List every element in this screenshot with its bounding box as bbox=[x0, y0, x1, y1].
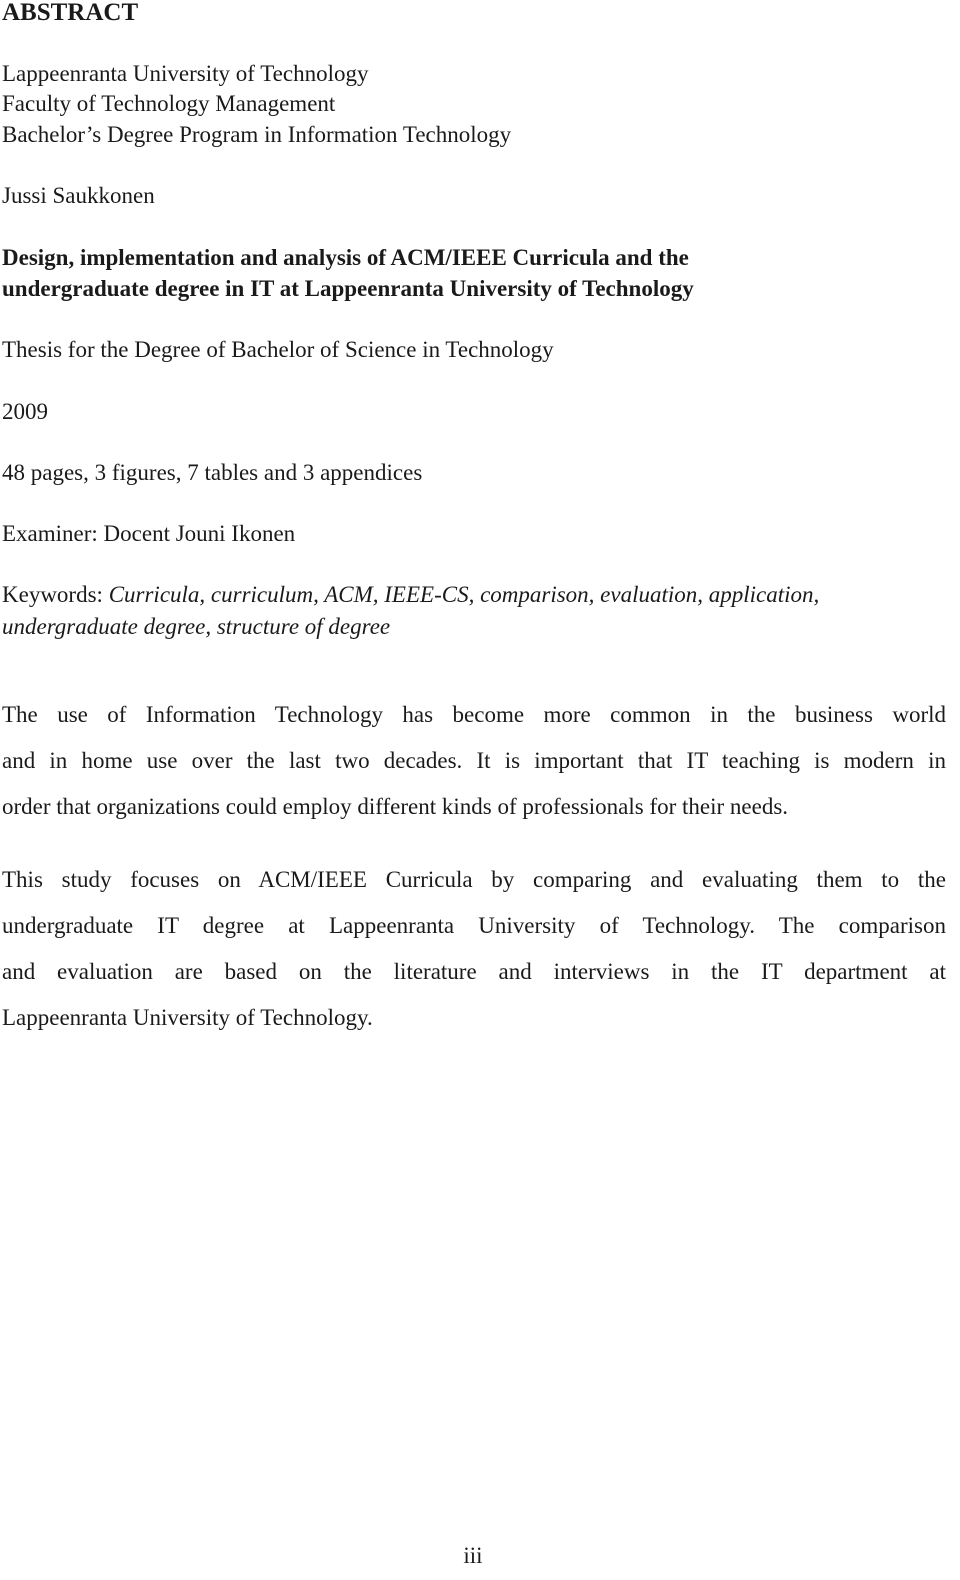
paragraph-1-line-3: order that organizations could employ different kinds of professionals for their needs. bbox=[2, 794, 789, 819]
university-name: Lappeenranta University of Technology bbox=[2, 61, 369, 86]
paragraph-2-line-1: This study focuses on ACM/IEEE Curricula by comparing and evaluating them to the bbox=[2, 867, 946, 892]
keywords-values-2: undergraduate degree, structure of degree bbox=[2, 614, 391, 639]
author-name: Jussi Saukkonen bbox=[2, 183, 155, 208]
keywords-label: Keywords: bbox=[2, 582, 109, 607]
page-heading: ABSTRACT bbox=[2, 0, 139, 26]
faculty-name: Faculty of Technology Management bbox=[2, 91, 336, 116]
paragraph-2-line-4: Lappeenranta University of Technology. bbox=[2, 1005, 373, 1030]
keywords-values-1: Curricula, curriculum, ACM, IEEE-CS, comparison, evaluation, application, bbox=[108, 582, 820, 607]
document-extent: 48 pages, 3 figures, 7 tables and 3 appendices bbox=[2, 460, 423, 485]
degree-statement: Thesis for the Degree of Bachelor of Science in Technology bbox=[2, 337, 554, 362]
keywords-line-1 bbox=[2, 580, 819, 610]
paragraph-1-line-2: and in home use over the last two decades. It is important that IT teaching is modern in bbox=[2, 748, 946, 773]
paragraph-2-line-2: undergraduate IT degree at Lappeenranta University of Technology. The comparison bbox=[2, 913, 946, 938]
paragraph-1-line-1: The use of Information Technology has become more common in the business world bbox=[2, 702, 946, 727]
publication-year: 2009 bbox=[2, 399, 48, 424]
examiner: Examiner: Docent Jouni Ikonen bbox=[2, 521, 296, 546]
page-number: iii bbox=[463, 1543, 483, 1568]
paragraph-2-line-3: and evaluation are based on the literature and interviews in the IT department at bbox=[2, 959, 946, 984]
thesis-title-line-2: undergraduate degree in IT at Lappeenranta University of Technology bbox=[2, 276, 694, 301]
abstract-paragraph-1 bbox=[2, 692, 946, 830]
thesis-title-line-1: Design, implementation and analysis of ACM/IEEE Curricula and the bbox=[2, 245, 689, 270]
program-name: Bachelor’s Degree Program in Information Technology bbox=[2, 122, 512, 147]
abstract-paragraph-2 bbox=[2, 857, 946, 1041]
